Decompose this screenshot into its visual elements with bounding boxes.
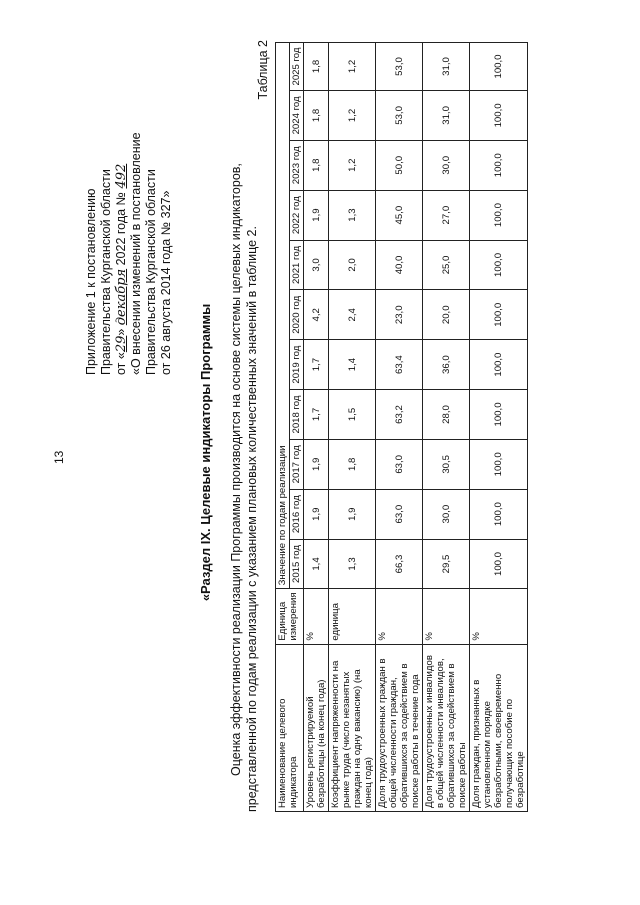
value-cell: 1,9 xyxy=(304,489,329,539)
value-cell: 1,7 xyxy=(304,340,329,390)
value-cell: 20,0 xyxy=(423,290,470,340)
value-cell: 100,0 xyxy=(470,539,528,589)
value-cell: 1,3 xyxy=(329,539,376,589)
value-cell: 1,9 xyxy=(304,439,329,489)
value-cell: 1,8 xyxy=(304,90,329,140)
value-cell: 100,0 xyxy=(470,390,528,440)
value-cell: 1,2 xyxy=(329,90,376,140)
table-number: Таблица 2 xyxy=(256,40,270,100)
unit-cell: % xyxy=(470,589,528,644)
value-cell: 100,0 xyxy=(470,439,528,489)
year-header: 2019 год xyxy=(290,340,304,390)
year-header: 2017 год xyxy=(290,439,304,489)
value-cell: 1,8 xyxy=(304,140,329,190)
year-header: 2020 год xyxy=(290,290,304,340)
value-cell: 100,0 xyxy=(470,489,528,539)
value-cell: 2,4 xyxy=(329,290,376,340)
appendix-block xyxy=(84,132,174,375)
appendix-line-1: Приложение 1 к постановлению xyxy=(84,188,98,375)
unit-cell: % xyxy=(376,589,423,644)
table-row xyxy=(470,43,528,812)
value-cell: 1,2 xyxy=(329,140,376,190)
page-number: 13 xyxy=(52,450,66,464)
table-row xyxy=(376,43,423,812)
intro-paragraph xyxy=(228,42,260,812)
value-cell: 63,0 xyxy=(376,489,423,539)
year-header: 2023 год xyxy=(290,140,304,190)
appendix-date-mid: » xyxy=(114,325,128,336)
indicator-name-cell: Уровень регистрируемой безработицы (на конец года) xyxy=(304,644,329,811)
unit-cell: единица xyxy=(329,589,376,644)
value-cell: 25,0 xyxy=(423,240,470,290)
value-cell: 23,0 xyxy=(376,290,423,340)
value-cell: 31,0 xyxy=(423,90,470,140)
indicator-name-cell: Доля трудоустроенных инвалидов в общей численности инвалидов, обратившихся за содействием в поиске работы xyxy=(423,644,470,811)
value-cell: 100,0 xyxy=(470,340,528,390)
appendix-line-2: Правительства Курганской области xyxy=(99,169,113,375)
table-row xyxy=(423,43,470,812)
value-cell: 1,9 xyxy=(329,489,376,539)
value-cell: 53,0 xyxy=(376,90,423,140)
header-indicator-name: Наименование целевого индикатора xyxy=(276,644,304,811)
value-cell: 30,5 xyxy=(423,439,470,489)
value-cell: 2,0 xyxy=(329,240,376,290)
indicator-name-cell: Коэффициент напряженности на рынке труда (число незанятых граждан на одну вакансию) (на конец года) xyxy=(329,644,376,811)
value-cell: 100,0 xyxy=(470,290,528,340)
year-header: 2016 год xyxy=(290,489,304,539)
header-values-by-year: Значение по годам реализации xyxy=(276,43,290,589)
value-cell: 100,0 xyxy=(470,90,528,140)
appendix-year: 2022 года № xyxy=(114,192,128,269)
value-cell: 1,8 xyxy=(304,43,329,91)
section-title: «Раздел IX. Целевые индикаторы Программы xyxy=(198,303,213,602)
value-cell: 1,4 xyxy=(304,539,329,589)
value-cell: 28,0 xyxy=(423,390,470,440)
value-cell: 50,0 xyxy=(376,140,423,190)
value-cell: 1,3 xyxy=(329,190,376,240)
value-cell: 31,0 xyxy=(423,43,470,91)
value-cell: 53,0 xyxy=(376,43,423,91)
value-cell: 100,0 xyxy=(470,190,528,240)
value-cell: 100,0 xyxy=(470,140,528,190)
handwritten-day: 29 xyxy=(114,335,129,353)
indicators-table xyxy=(275,42,528,812)
appendix-line-4: «О внесении изменений в постановление xyxy=(129,132,143,375)
value-cell: 27,0 xyxy=(423,190,470,240)
value-cell: 3,0 xyxy=(304,240,329,290)
value-cell: 63,2 xyxy=(376,390,423,440)
indicator-name-cell: Доля трудоустроенных граждан в общей численности граждан, обратившихся за содействием в поиске работы в течение года xyxy=(376,644,423,811)
value-cell: 100,0 xyxy=(470,240,528,290)
value-cell: 1,2 xyxy=(329,43,376,91)
unit-cell: % xyxy=(423,589,470,644)
value-cell: 30,0 xyxy=(423,140,470,190)
value-cell: 1,5 xyxy=(329,390,376,440)
header-row-1 xyxy=(276,43,290,812)
value-cell: 29,5 xyxy=(423,539,470,589)
year-header: 2022 год xyxy=(290,190,304,240)
year-header: 2015 год xyxy=(290,539,304,589)
value-cell: 1,7 xyxy=(304,390,329,440)
appendix-line-5: Правительства Курганской области xyxy=(144,169,158,375)
intro-line-2: представленной по годам реализации с указанием плановых количественных значений в таблице 2. xyxy=(245,226,259,812)
value-cell: 36,0 xyxy=(423,340,470,390)
unit-cell: % xyxy=(304,589,329,644)
value-cell: 1,4 xyxy=(329,340,376,390)
indicator-name-cell: Доля граждан, признанных в установленном порядке безработными, своевременно получающих пособие по безработице xyxy=(470,644,528,811)
year-header: 2021 год xyxy=(290,240,304,290)
value-cell: 1,9 xyxy=(304,190,329,240)
table-row xyxy=(329,43,376,812)
appendix-date-prefix: от « xyxy=(114,352,128,375)
table-row xyxy=(304,43,329,812)
value-cell: 45,0 xyxy=(376,190,423,240)
value-cell: 4,2 xyxy=(304,290,329,340)
handwritten-month: декабря xyxy=(114,268,129,326)
value-cell: 63,0 xyxy=(376,439,423,489)
appendix-line-3 xyxy=(114,132,129,375)
appendix-line-6: от 26 августа 2014 года № 327» xyxy=(159,190,173,375)
year-header: 2018 год xyxy=(290,390,304,440)
indicators-table-body xyxy=(304,43,528,812)
value-cell: 100,0 xyxy=(470,43,528,91)
year-header: 2024 год xyxy=(290,90,304,140)
value-cell: 63,4 xyxy=(376,340,423,390)
value-cell: 66,3 xyxy=(376,539,423,589)
value-cell: 40,0 xyxy=(376,240,423,290)
header-unit: Единица измерения xyxy=(276,589,304,644)
value-cell: 1,8 xyxy=(329,439,376,489)
intro-line-1: Оценка эффективности реализации Программы производится на основе системы целевых индикаторов, xyxy=(229,163,243,776)
year-header: 2025 год xyxy=(290,43,304,91)
handwritten-number: 492 xyxy=(114,163,129,189)
value-cell: 30,0 xyxy=(423,489,470,539)
